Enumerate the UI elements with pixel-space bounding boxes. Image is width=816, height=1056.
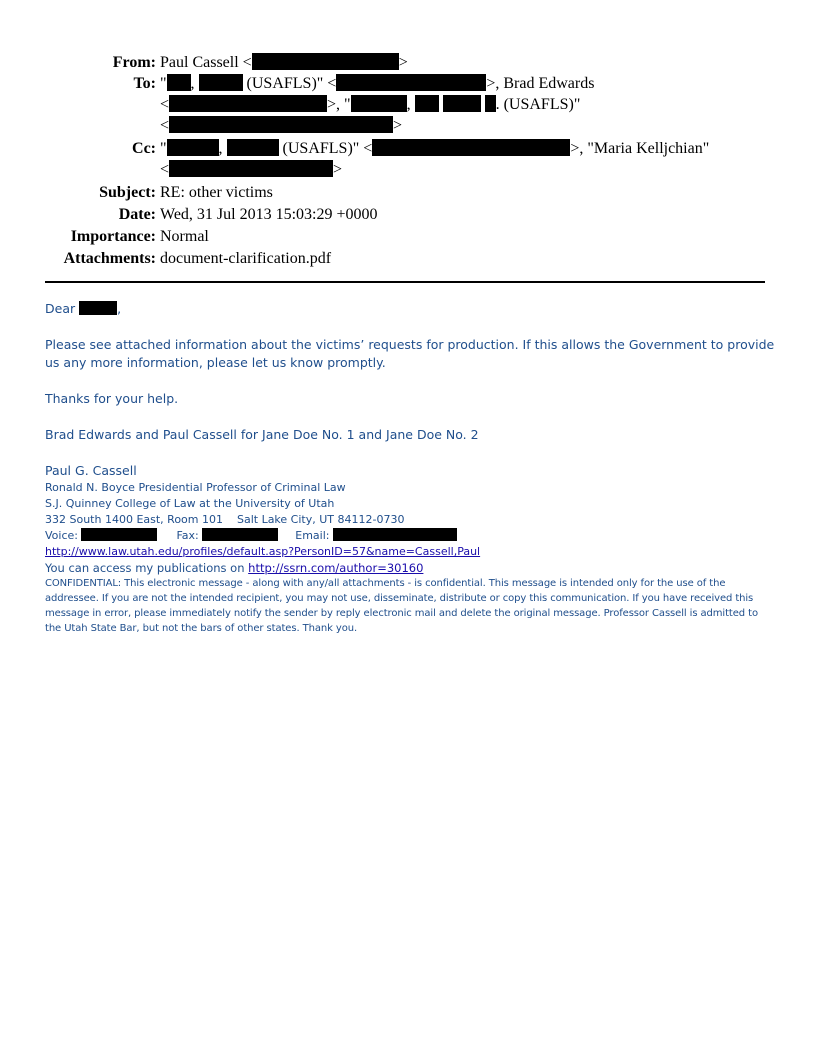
signature-block [45,462,775,636]
email-label: Email: [295,529,330,542]
subject-label: Subject: [99,184,156,201]
publications-line [45,560,775,576]
signature-contact [45,528,775,544]
to-text: < [160,117,170,134]
body-paragraph-1: Please see attached information about the victims’ requests for production. If this allows the Government to provide us any more information, please let us know promptly. [45,337,775,370]
importance-row [0,226,816,247]
to-text: (USAFLS)" < [246,75,337,92]
cc-value [160,138,816,180]
attachments-label: Attachments: [63,250,156,267]
voice-label: Voice: [45,529,78,542]
redaction-box [81,528,157,541]
redaction-box [169,95,327,112]
cc-label: Cc: [132,140,156,157]
redaction-box [169,116,393,133]
body-paragraph-2: Thanks for your help. [45,391,179,406]
header-divider [45,281,765,283]
greeting: Dear , [45,301,122,316]
subject-value: RE: other victims [160,184,273,201]
redaction-box [252,53,399,70]
profile-link[interactable]: http://www.law.utah.edu/profiles/default.asp?PersonID=57&name=Cassell,Paul [45,545,481,558]
publications-text: You can access my publications on [45,561,245,575]
to-value [160,73,816,136]
to-text: >, " [327,96,351,113]
to-text: >, Brad Edwards [486,75,595,92]
signature-title: Ronald N. Boyce Presidential Professor of Criminal Law [45,481,346,494]
date-label: Date: [118,206,156,223]
date-value: Wed, 31 Jul 2013 15:03:29 +0000 [160,206,378,223]
cc-text: (USAFLS)" < [282,140,373,157]
redaction-box [167,74,191,91]
signature-address: 332 South 1400 East, Room 101 Salt Lake City, UT 84112-0730 [45,513,405,526]
signature-college: S.J. Quinney College of Law at the University of Utah [45,497,335,510]
redaction-box [372,139,570,156]
attachment-file[interactable]: document-clarification.pdf [160,250,332,267]
redaction-box [169,160,333,177]
confidentiality-notice: CONFIDENTIAL: This electronic message - along with any/all attachments - is confidential. This message is intended only for the use of the addressee. If you are not the intended recipient, you may not use, disseminate, distribute or copy this communication. If you have received this message in error, please immediately notify the sender by reply electronic mail and delete the original message. Professor Cassell is admitted to the Utah State Bar, but not the bars of other states. Thank you. [45,578,758,634]
fax-label: Fax: [176,529,199,542]
attachments-row [0,248,816,269]
subject-row [0,182,816,203]
from-label: From: [112,54,156,71]
redaction-box [79,301,117,315]
redaction-box [167,139,219,156]
redaction-box [443,95,481,112]
cc-row [0,138,816,180]
email-header [0,52,816,269]
redaction-box [227,139,279,156]
to-text: , [406,96,411,113]
to-text: . (USAFLS)" [495,96,581,113]
cc-text: < [160,161,170,178]
redaction-box [485,95,496,112]
cc-text: >, "Maria Kelljchian" [570,140,710,157]
date-row [0,204,816,225]
ssrn-link[interactable]: http://ssrn.com/author=30160 [248,561,424,575]
signature-name: Paul G. Cassell [45,463,137,478]
to-text: " [160,75,167,92]
from-value-end: > [398,54,408,71]
redaction-box [415,95,439,112]
importance-value: Normal [160,228,209,245]
from-row [0,52,816,73]
redaction-box [333,528,457,541]
redaction-box [336,74,486,91]
cc-text: > [333,161,343,178]
to-text: < [160,96,170,113]
to-row [0,73,816,136]
from-value: Paul Cassell < [160,54,252,71]
importance-label: Importance: [70,228,156,245]
to-text: > [393,117,403,134]
to-text: , [190,75,195,92]
redaction-box [199,74,243,91]
cc-text: , [218,140,223,157]
redaction-box [202,528,278,541]
body-paragraph-3: Brad Edwards and Paul Cassell for Jane Doe No. 1 and Jane Doe No. 2 [45,427,479,442]
email-body [45,300,775,636]
cc-text: " [160,140,167,157]
to-label: To: [133,75,156,92]
redaction-box [351,95,407,112]
